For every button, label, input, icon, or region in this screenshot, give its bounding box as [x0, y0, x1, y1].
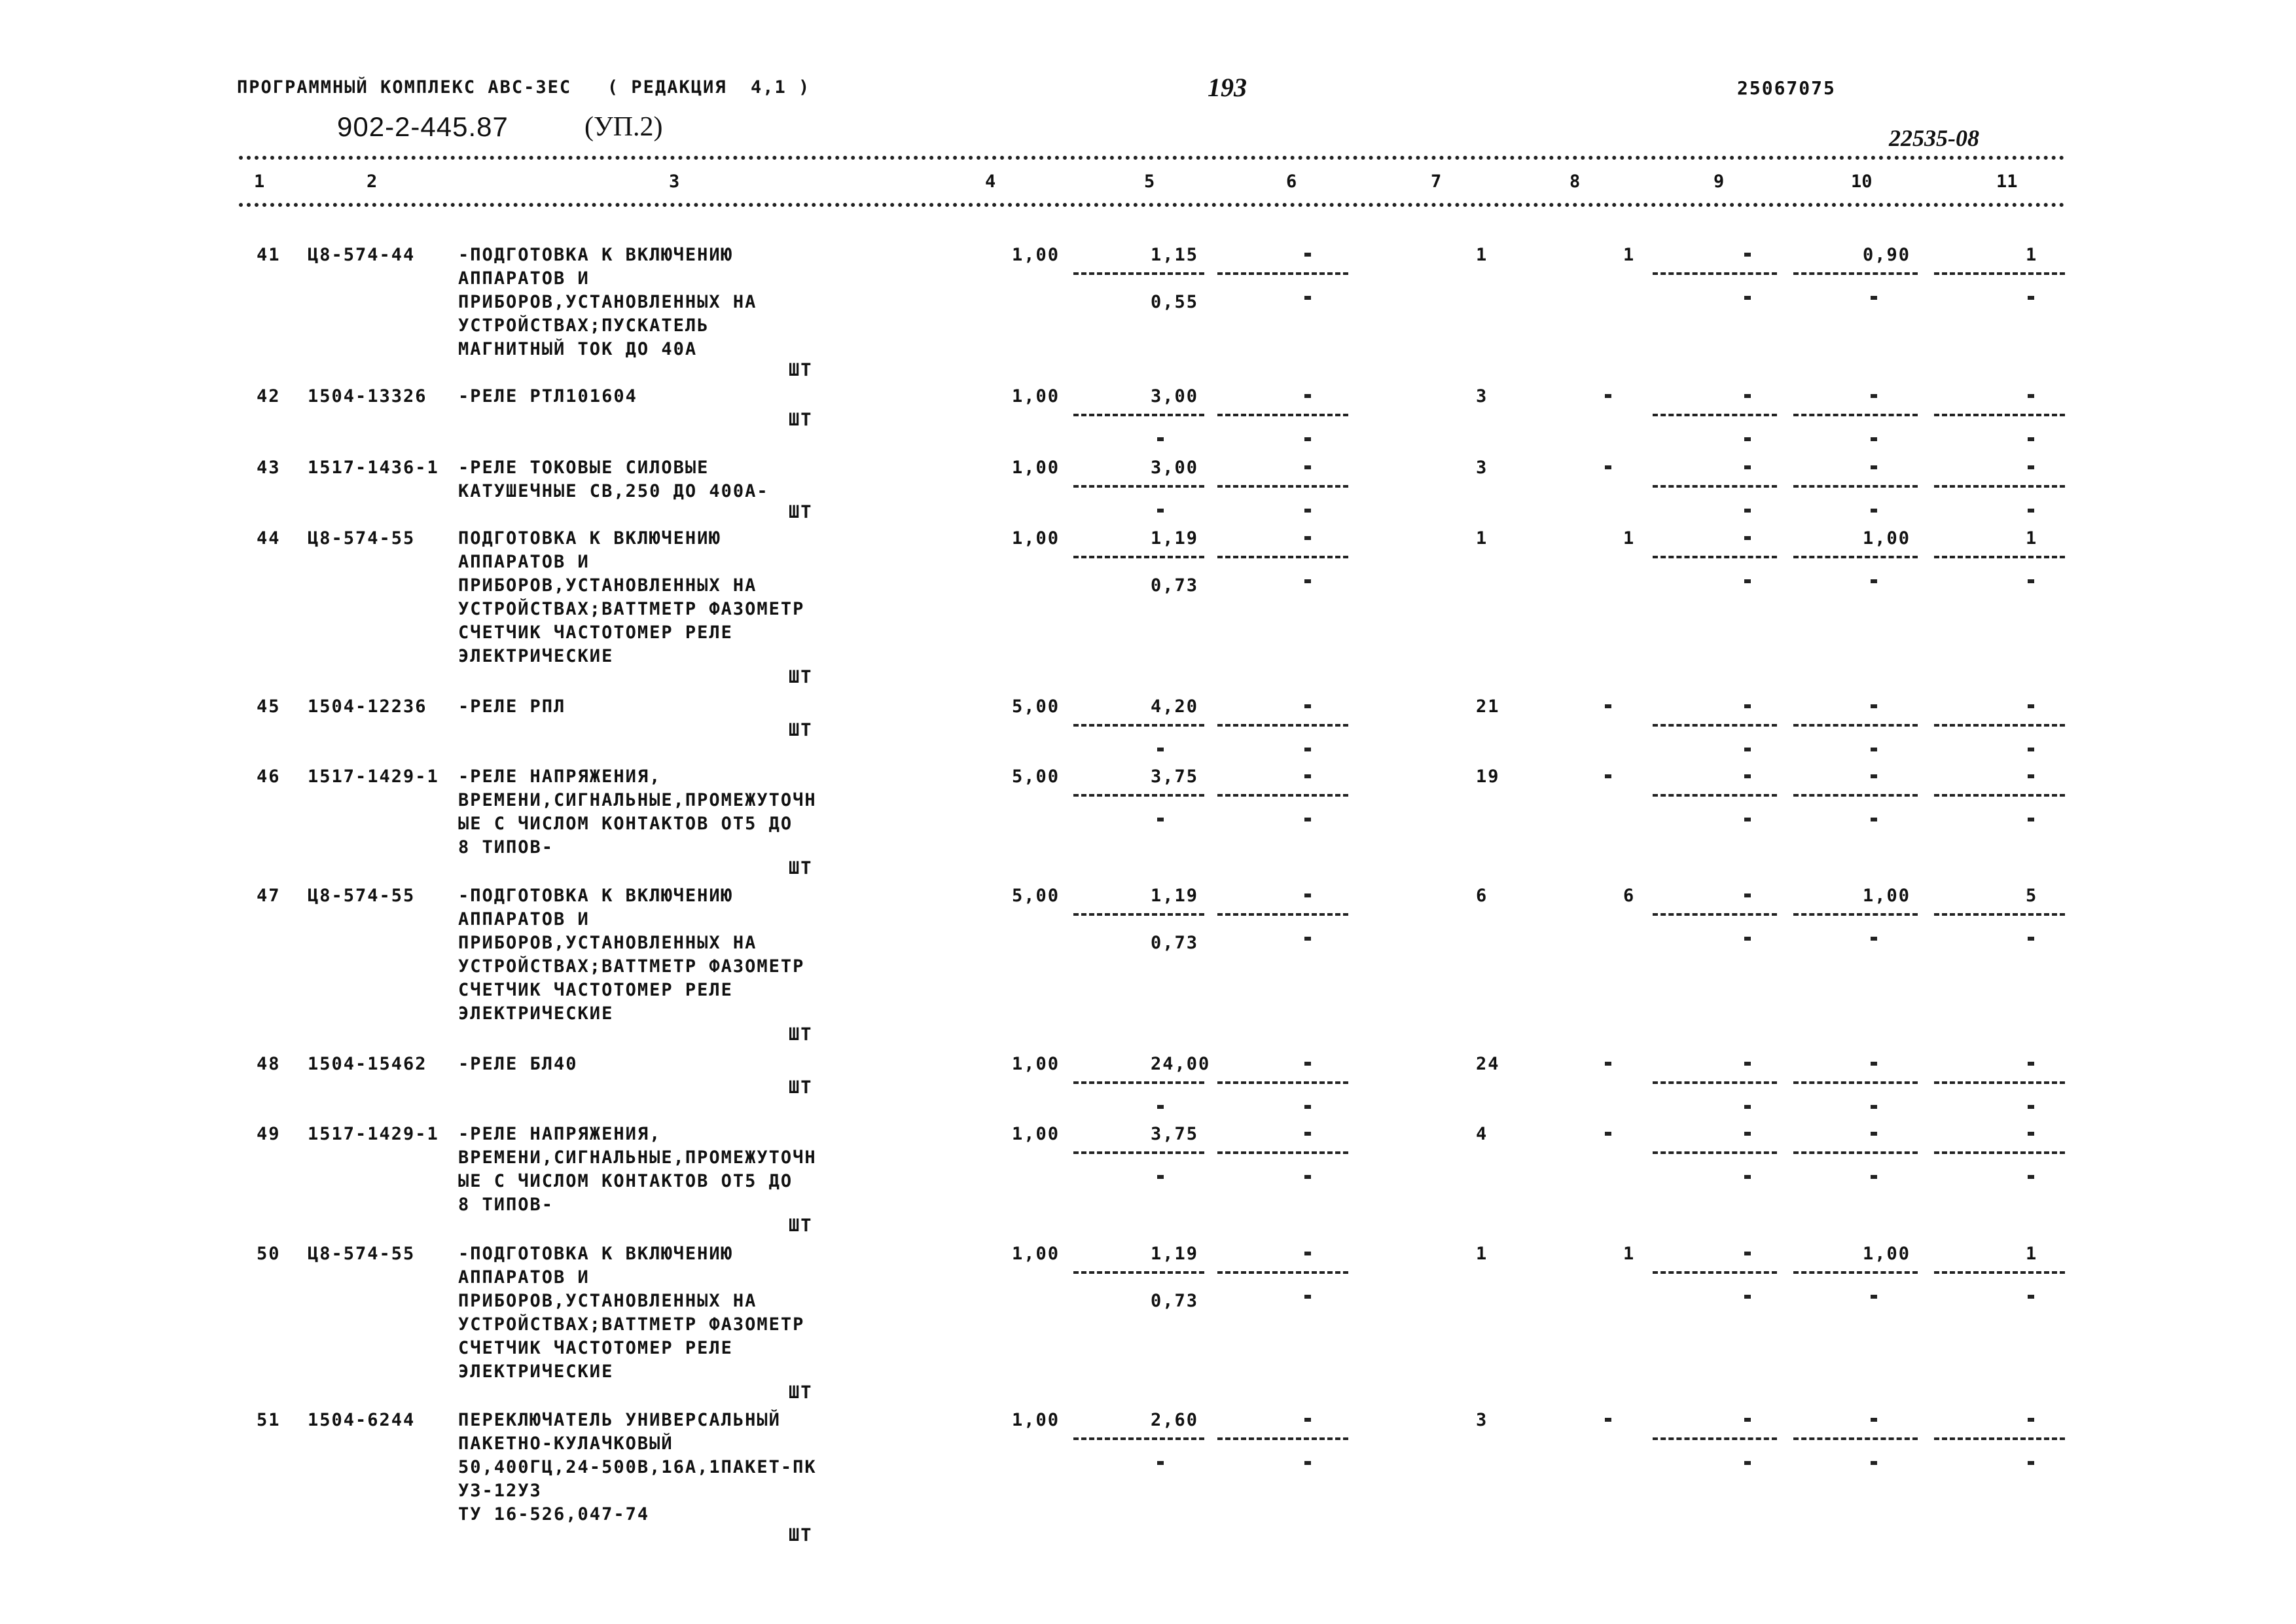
- work-description: ПОДГОТОВКА К ВКЛЮЧЕНИЮ: [458, 528, 721, 549]
- unit-label: ШТ: [789, 1024, 813, 1045]
- work-description: ЭЛЕКТРИЧЕСКИЕ: [458, 1003, 614, 1024]
- col-2: 2: [367, 171, 378, 192]
- empty-mark: [2028, 1132, 2034, 1136]
- empty-mark: [1157, 1105, 1164, 1109]
- empty-mark: [2028, 1062, 2034, 1066]
- fraction-line-5: [1073, 913, 1204, 916]
- unit-label: ШТ: [789, 1382, 813, 1403]
- quantity: 5,00: [1012, 696, 1060, 717]
- empty-mark: [1157, 1175, 1164, 1179]
- empty-mark: [1871, 465, 1877, 469]
- empty-mark: [2028, 579, 2034, 583]
- unit-cost: 1,15: [1151, 245, 1199, 265]
- empty-mark: [1871, 296, 1877, 300]
- labor-per-unit: 0,90: [1863, 245, 1911, 265]
- empty-mark: [1304, 536, 1311, 540]
- col-9: 9: [1713, 171, 1725, 192]
- quantity: 1,00: [1012, 528, 1060, 549]
- fraction-line-6: [1217, 724, 1348, 727]
- work-description: -РЕЛЕ РТЛ101604: [458, 386, 637, 406]
- labor-total: 1: [2026, 1244, 2038, 1264]
- empty-mark: [1744, 1418, 1751, 1422]
- total-cost: 19: [1476, 767, 1500, 787]
- fraction-line-9: [1653, 272, 1777, 275]
- fraction-line-9: [1653, 1081, 1777, 1084]
- total-cost: 1: [1476, 1244, 1488, 1264]
- labor-per-unit: 1,00: [1863, 528, 1911, 549]
- fraction-line-9: [1653, 1437, 1777, 1440]
- empty-mark: [2028, 818, 2034, 821]
- work-description: ВРЕМЕНИ,СИГНАЛЬНЫЕ,ПРОМЕЖУТОЧН: [458, 790, 817, 810]
- work-description: СЧЕТЧИК ЧАСТОТОМЕР РЕЛЕ: [458, 1338, 733, 1358]
- quantity: 1,00: [1012, 1244, 1060, 1264]
- fraction-line-11: [1934, 1271, 2065, 1274]
- work-description: -РЕЛЕ БЛ40: [458, 1054, 578, 1074]
- work-description: УСТРОЙСТВАХ;ПУСКАТЕЛЬ: [458, 316, 709, 336]
- rate-code: 1504-6244: [308, 1410, 416, 1430]
- fraction-line-9: [1653, 414, 1777, 416]
- unit-cost: 1,19: [1151, 1244, 1199, 1264]
- empty-mark: [1871, 1295, 1877, 1299]
- section-label: (УП.2): [584, 112, 663, 142]
- work-description: 8 ТИПОВ-: [458, 837, 554, 857]
- fraction-line-11: [1934, 1151, 2065, 1154]
- fraction-line-5: [1073, 1151, 1204, 1154]
- empty-mark: [1871, 394, 1877, 398]
- unit-label: ШТ: [789, 667, 813, 687]
- total-cost: 21: [1476, 696, 1500, 717]
- fraction-line-9: [1653, 485, 1777, 488]
- fraction-line-6: [1217, 414, 1348, 416]
- empty-mark: [1744, 394, 1751, 398]
- empty-mark: [1744, 296, 1751, 300]
- empty-mark: [2028, 1105, 2034, 1109]
- empty-mark: [1744, 818, 1751, 821]
- unit-cost: 1,19: [1151, 528, 1199, 549]
- labor-per-unit: 1,00: [1863, 886, 1911, 906]
- empty-mark: [1744, 748, 1751, 751]
- unit-cost-wage: 0,73: [1151, 1291, 1199, 1311]
- fraction-line-10: [1793, 414, 1918, 416]
- empty-mark: [1304, 893, 1311, 897]
- empty-mark: [1605, 1418, 1611, 1422]
- empty-mark: [2028, 937, 2034, 941]
- fraction-line-5: [1073, 724, 1204, 727]
- empty-mark: [1744, 509, 1751, 513]
- fraction-line-6: [1217, 794, 1348, 797]
- empty-mark: [1744, 1295, 1751, 1299]
- work-description: -ПОДГОТОВКА К ВКЛЮЧЕНИЮ: [458, 886, 733, 906]
- work-description: ТУ 16-526,047-74: [458, 1504, 650, 1525]
- col-3: 3: [669, 171, 680, 192]
- quantity: 1,00: [1012, 458, 1060, 478]
- fraction-line-11: [1934, 1081, 2065, 1084]
- empty-mark: [1871, 1105, 1877, 1109]
- work-description: -РЕЛЕ ТОКОВЫЕ СИЛОВЫЕ: [458, 458, 709, 478]
- unit-label: ШТ: [789, 410, 813, 430]
- fraction-line-6: [1217, 1437, 1348, 1440]
- fraction-line-5: [1073, 485, 1204, 488]
- quantity: 1,00: [1012, 1410, 1060, 1430]
- empty-mark: [2028, 465, 2034, 469]
- unit-label: ШТ: [789, 858, 813, 878]
- empty-mark: [2028, 704, 2034, 708]
- fraction-line-5: [1073, 556, 1204, 558]
- document-code: 25067075: [1737, 77, 1836, 99]
- total-cost: 3: [1476, 386, 1488, 406]
- empty-mark: [1304, 1105, 1311, 1109]
- total-wage: 1: [1623, 1244, 1636, 1264]
- empty-mark: [1744, 1461, 1751, 1465]
- empty-mark: [1157, 818, 1164, 821]
- work-description: МАГНИТНЫЙ ТОК ДО 40А: [458, 339, 698, 359]
- empty-mark: [1871, 774, 1877, 778]
- fraction-line-9: [1653, 1151, 1777, 1154]
- fraction-line-11: [1934, 485, 2065, 488]
- empty-mark: [1304, 704, 1311, 708]
- unit-label: ШТ: [789, 1525, 813, 1545]
- empty-mark: [1157, 509, 1164, 513]
- empty-mark: [1744, 1252, 1751, 1255]
- rate-code: Ц8-574-55: [308, 528, 416, 549]
- work-description: УСТРОЙСТВАХ;ВАТТМЕТР ФАЗОМЕТР: [458, 599, 805, 619]
- empty-mark: [1871, 509, 1877, 513]
- empty-mark: [1871, 748, 1877, 751]
- fraction-line-5: [1073, 272, 1204, 275]
- unit-label: ШТ: [789, 720, 813, 740]
- work-description: ЫЕ С ЧИСЛОМ КОНТАКТОВ ОТ5 ДО: [458, 1171, 793, 1191]
- unit-cost: 1,19: [1151, 886, 1199, 906]
- row-number: 45: [257, 696, 281, 717]
- quantity: 5,00: [1012, 886, 1060, 906]
- col-1: 1: [254, 171, 265, 192]
- empty-mark: [1744, 704, 1751, 708]
- empty-mark: [1304, 774, 1311, 778]
- fraction-line-10: [1793, 556, 1918, 558]
- empty-mark: [1304, 1461, 1311, 1465]
- work-description: 8 ТИПОВ-: [458, 1195, 554, 1215]
- col-7: 7: [1431, 171, 1442, 192]
- unit-cost: 3,00: [1151, 386, 1199, 406]
- empty-mark: [1871, 1175, 1877, 1179]
- empty-mark: [1744, 937, 1751, 941]
- col-6: 6: [1286, 171, 1297, 192]
- row-number: 50: [257, 1244, 281, 1264]
- fraction-line-5: [1073, 1271, 1204, 1274]
- total-cost: 1: [1476, 245, 1488, 265]
- empty-mark: [2028, 1418, 2034, 1422]
- work-description: АППАРАТОВ И: [458, 268, 590, 289]
- empty-mark: [1304, 1418, 1311, 1422]
- empty-mark: [2028, 1461, 2034, 1465]
- row-number: 42: [257, 386, 281, 406]
- empty-mark: [1744, 1062, 1751, 1066]
- work-description: ЫЕ С ЧИСЛОМ КОНТАКТОВ ОТ5 ДО: [458, 814, 793, 834]
- empty-mark: [2028, 748, 2034, 751]
- empty-mark: [1871, 437, 1877, 441]
- work-description: У3-12У3: [458, 1481, 542, 1501]
- fraction-line-6: [1217, 485, 1348, 488]
- work-description: -ПОДГОТОВКА К ВКЛЮЧЕНИЮ: [458, 1244, 733, 1264]
- fraction-line-11: [1934, 794, 2065, 797]
- fraction-line-9: [1653, 913, 1777, 916]
- col-4: 4: [985, 171, 996, 192]
- quantity: 1,00: [1012, 386, 1060, 406]
- row-number: 48: [257, 1054, 281, 1074]
- rate-code: Ц8-574-55: [308, 886, 416, 906]
- fraction-line-10: [1793, 724, 1918, 727]
- fraction-line-5: [1073, 414, 1204, 416]
- unit-cost-wage: 0,73: [1151, 933, 1199, 953]
- empty-mark: [2028, 509, 2034, 513]
- unit-cost-wage: 0,73: [1151, 575, 1199, 596]
- empty-mark: [1605, 394, 1611, 398]
- unit-cost: 24,00: [1151, 1054, 1211, 1074]
- work-description: -ПОДГОТОВКА К ВКЛЮЧЕНИЮ: [458, 245, 733, 265]
- total-cost: 6: [1476, 886, 1488, 906]
- empty-mark: [1744, 1175, 1751, 1179]
- unit-label: ШТ: [789, 1077, 813, 1098]
- empty-mark: [1871, 937, 1877, 941]
- top-divider: [239, 156, 2065, 160]
- fraction-line-5: [1073, 1437, 1204, 1440]
- labor-total: 1: [2026, 528, 2038, 549]
- unit-cost: 3,00: [1151, 458, 1199, 478]
- fraction-line-11: [1934, 556, 2065, 558]
- work-description: УСТРОЙСТВАХ;ВАТТМЕТР ФАЗОМЕТР: [458, 1314, 805, 1335]
- empty-mark: [1744, 437, 1751, 441]
- unit-label: ШТ: [789, 1216, 813, 1236]
- row-number: 44: [257, 528, 281, 549]
- rate-code: 1504-12236: [308, 696, 427, 717]
- empty-mark: [1304, 1175, 1311, 1179]
- empty-mark: [1304, 937, 1311, 941]
- work-description: СЧЕТЧИК ЧАСТОТОМЕР РЕЛЕ: [458, 980, 733, 1000]
- fraction-line-11: [1934, 913, 2065, 916]
- rate-code: Ц8-574-44: [308, 245, 416, 265]
- unit-cost-wage: 0,55: [1151, 292, 1199, 312]
- quantity: 1,00: [1012, 1124, 1060, 1144]
- empty-mark: [1304, 1132, 1311, 1136]
- col-11: 11: [1996, 171, 2018, 192]
- rate-code: 1504-15462: [308, 1054, 427, 1074]
- empty-mark: [1605, 1132, 1611, 1136]
- row-number: 41: [257, 245, 281, 265]
- empty-mark: [1157, 748, 1164, 751]
- empty-mark: [1605, 704, 1611, 708]
- empty-mark: [1605, 465, 1611, 469]
- empty-mark: [1304, 579, 1311, 583]
- quantity: 5,00: [1012, 767, 1060, 787]
- fraction-line-11: [1934, 1437, 2065, 1440]
- fraction-line-10: [1793, 1271, 1918, 1274]
- empty-mark: [1744, 1132, 1751, 1136]
- empty-mark: [1304, 296, 1311, 300]
- empty-mark: [1605, 1062, 1611, 1066]
- work-description: АППАРАТОВ И: [458, 552, 590, 572]
- row-number: 46: [257, 767, 281, 787]
- work-description: ЭЛЕКТРИЧЕСКИЕ: [458, 646, 614, 666]
- col-8: 8: [1570, 171, 1581, 192]
- fraction-line-6: [1217, 913, 1348, 916]
- unit-label: ШТ: [789, 360, 813, 380]
- empty-mark: [1744, 536, 1751, 540]
- empty-mark: [2028, 296, 2034, 300]
- empty-mark: [2028, 1175, 2034, 1179]
- total-wage: 6: [1623, 886, 1636, 906]
- empty-mark: [1157, 1461, 1164, 1465]
- empty-mark: [1605, 774, 1611, 778]
- empty-mark: [1744, 579, 1751, 583]
- empty-mark: [1304, 437, 1311, 441]
- fraction-line-11: [1934, 272, 2065, 275]
- fraction-line-10: [1793, 485, 1918, 488]
- work-description: УСТРОЙСТВАХ;ВАТТМЕТР ФАЗОМЕТР: [458, 956, 805, 977]
- fraction-line-9: [1653, 794, 1777, 797]
- empty-mark: [1744, 893, 1751, 897]
- empty-mark: [2028, 774, 2034, 778]
- quantity: 1,00: [1012, 245, 1060, 265]
- work-description: АППАРАТОВ И: [458, 1267, 590, 1288]
- reference-number: 22535-08: [1889, 125, 1979, 151]
- fraction-line-10: [1793, 1081, 1918, 1084]
- work-description: КАТУШЕЧНЫЕ СВ,250 ДО 400А-: [458, 481, 769, 501]
- fraction-line-10: [1793, 272, 1918, 275]
- fraction-line-6: [1217, 1151, 1348, 1154]
- fraction-line-10: [1793, 1437, 1918, 1440]
- labor-total: 1: [2026, 245, 2038, 265]
- unit-cost: 3,75: [1151, 1124, 1199, 1144]
- fraction-line-6: [1217, 272, 1348, 275]
- empty-mark: [1871, 1418, 1877, 1422]
- fraction-line-10: [1793, 913, 1918, 916]
- work-description: ПАКЕТНО-КУЛАЧКОВЫЙ: [458, 1434, 673, 1454]
- work-description: -РЕЛЕ РПЛ: [458, 696, 566, 717]
- empty-mark: [1871, 579, 1877, 583]
- empty-mark: [1304, 1295, 1311, 1299]
- empty-mark: [1304, 1062, 1311, 1066]
- unit-cost: 3,75: [1151, 767, 1199, 787]
- header-divider: [239, 203, 2065, 207]
- fraction-line-10: [1793, 794, 1918, 797]
- rate-code: 1517-1429-1: [308, 1124, 439, 1144]
- row-number: 49: [257, 1124, 281, 1144]
- page-number: 193: [1208, 73, 1247, 102]
- fraction-line-6: [1217, 1081, 1348, 1084]
- empty-mark: [1871, 1132, 1877, 1136]
- total-cost: 1: [1476, 528, 1488, 549]
- row-number: 43: [257, 458, 281, 478]
- work-description: АППАРАТОВ И: [458, 909, 590, 929]
- total-wage: 1: [1623, 528, 1636, 549]
- work-description: 50,400ГЦ,24-500В,16А,1ПАКЕТ-ПК: [458, 1457, 817, 1477]
- quantity: 1,00: [1012, 1054, 1060, 1074]
- empty-mark: [2028, 1295, 2034, 1299]
- program-title: ПРОГРАММНЫЙ КОМПЛЕКС АВС-3ЕС ( РЕДАКЦИЯ 4,1 ): [237, 77, 811, 98]
- fraction-line-6: [1217, 556, 1348, 558]
- empty-mark: [1871, 1461, 1877, 1465]
- empty-mark: [1304, 465, 1311, 469]
- work-description: -РЕЛЕ НАПРЯЖЕНИЯ,: [458, 767, 662, 787]
- total-cost: 3: [1476, 458, 1488, 478]
- total-wage: 1: [1623, 245, 1636, 265]
- empty-mark: [1744, 465, 1751, 469]
- empty-mark: [2028, 437, 2034, 441]
- empty-mark: [1304, 748, 1311, 751]
- fraction-line-11: [1934, 414, 2065, 416]
- total-cost: 4: [1476, 1124, 1488, 1144]
- empty-mark: [1304, 818, 1311, 821]
- work-description: ПЕРЕКЛЮЧАТЕЛЬ УНИВЕРСАЛЬНЫЙ: [458, 1410, 781, 1430]
- work-description: СЧЕТЧИК ЧАСТОТОМЕР РЕЛЕ: [458, 623, 733, 643]
- rate-code: 1517-1429-1: [308, 767, 439, 787]
- empty-mark: [1304, 1252, 1311, 1255]
- work-description: ПРИБОРОВ,УСТАНОВЛЕННЫХ НА: [458, 292, 757, 312]
- empty-mark: [1304, 253, 1311, 257]
- empty-mark: [1871, 818, 1877, 821]
- total-cost: 3: [1476, 1410, 1488, 1430]
- col-5: 5: [1144, 171, 1155, 192]
- fraction-line-9: [1653, 1271, 1777, 1274]
- unit-label: ШТ: [789, 502, 813, 522]
- total-cost: 24: [1476, 1054, 1500, 1074]
- work-description: ВРЕМЕНИ,СИГНАЛЬНЫЕ,ПРОМЕЖУТОЧН: [458, 1147, 817, 1168]
- fraction-line-10: [1793, 1151, 1918, 1154]
- fraction-line-5: [1073, 794, 1204, 797]
- empty-mark: [1744, 774, 1751, 778]
- empty-mark: [1871, 704, 1877, 708]
- empty-mark: [1304, 394, 1311, 398]
- work-description: ПРИБОРОВ,УСТАНОВЛЕННЫХ НА: [458, 575, 757, 596]
- fraction-line-9: [1653, 724, 1777, 727]
- labor-per-unit: 1,00: [1863, 1244, 1911, 1264]
- fraction-line-9: [1653, 556, 1777, 558]
- empty-mark: [1871, 1062, 1877, 1066]
- fraction-line-6: [1217, 1271, 1348, 1274]
- fraction-line-5: [1073, 1081, 1204, 1084]
- col-10: 10: [1851, 171, 1873, 192]
- row-number: 47: [257, 886, 281, 906]
- work-description: ЭЛЕКТРИЧЕСКИЕ: [458, 1362, 614, 1382]
- empty-mark: [1744, 253, 1751, 257]
- rate-code: 1517-1436-1: [308, 458, 439, 478]
- empty-mark: [1744, 1105, 1751, 1109]
- unit-cost: 2,60: [1151, 1410, 1199, 1430]
- work-description: -РЕЛЕ НАПРЯЖЕНИЯ,: [458, 1124, 662, 1144]
- fraction-line-11: [1934, 724, 2065, 727]
- rate-code: Ц8-574-55: [308, 1244, 416, 1264]
- empty-mark: [1157, 437, 1164, 441]
- unit-cost: 4,20: [1151, 696, 1199, 717]
- row-number: 51: [257, 1410, 281, 1430]
- work-description: ПРИБОРОВ,УСТАНОВЛЕННЫХ НА: [458, 1291, 757, 1311]
- empty-mark: [2028, 394, 2034, 398]
- labor-total: 5: [2026, 886, 2038, 906]
- rate-code: 1504-13326: [308, 386, 427, 406]
- work-description: ПРИБОРОВ,УСТАНОВЛЕННЫХ НА: [458, 933, 757, 953]
- doc-number: 902-2-445.87: [337, 111, 509, 142]
- empty-mark: [1304, 509, 1311, 513]
